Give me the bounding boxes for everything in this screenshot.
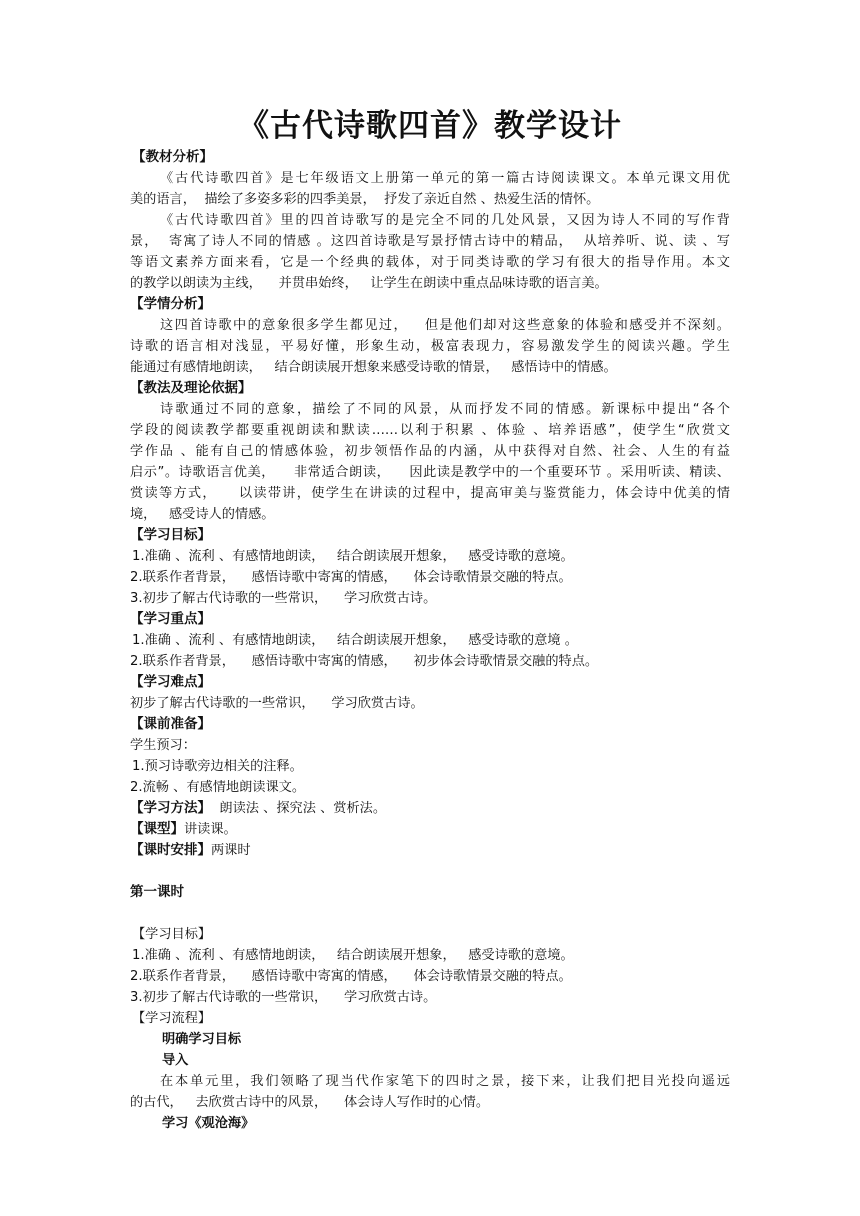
section-heading-schedule: 【课时安排】 [130, 842, 211, 858]
section-heading-preparation: 【课前准备】 [130, 716, 211, 732]
lesson-type-line [130, 819, 730, 840]
list-item: 1.准确 、流利 、有感情地朗读， 结合朗读展开想象， 感受诗歌的意境。 [132, 948, 574, 963]
paragraph-line: 《古代诗歌四首》里的四首诗歌写的是完全不同的几处风景，又因为诗人不同的写作背 [160, 213, 730, 228]
section-heading-learning-method: 【学习方法】 [130, 800, 211, 816]
list-item: 2.联系作者背景， 感悟诗歌中寄寓的情感， 初步体会诗歌情景交融的特点。 [130, 654, 599, 669]
list-item: 1.预习诗歌旁边相关的注释。 [132, 759, 303, 774]
section-heading-lesson-type: 【课型】 [130, 821, 184, 837]
step-heading: 导入 [162, 1053, 189, 1068]
paragraph-line: 启示”。诗歌语言优美， 非常适合朗读， 因此读是教学中的一个重要环节 。采用听读、精读、 [130, 465, 730, 480]
section-heading-learning-goals: 【学习目标】 [130, 527, 211, 543]
page-title: 《古代诗歌四首》教学设计 [238, 108, 622, 144]
paragraph-line: 等语文素养方面来看，它是一个经典的载体，对于同类诗歌的学习有很大的指导作用。本文 [130, 255, 730, 270]
list-item: 3.初步了解古代诗歌的一些常识， 学习欣赏古诗。 [130, 591, 437, 606]
paragraph-line: 在本单元里，我们领略了现当代作家笔下的四时之景，接下来，让我们把目光投向遥远 [160, 1074, 730, 1089]
paragraph-line: 这四首诗歌中的意象很多学生都见过， 但是他们却对这些意象的体验和感受并不深刻。 [160, 318, 730, 333]
paragraph-line: 诗歌通过不同的意象，描绘了不同的风景，从而抒发不同的情感。新课标中提出“各个 [160, 402, 730, 417]
paragraph-line: 美的语言， 描绘了多姿多彩的四季美景， 抒发了亲近自然 、热爱生活的情怀。 [130, 192, 600, 207]
lesson-goals-heading: 【学习目标】 [132, 927, 212, 942]
lesson-process-heading: 【学习流程】 [132, 1011, 212, 1026]
section-heading-student-analysis: 【学情分析】 [130, 296, 211, 312]
paragraph-line: 能通过有感情地朗读， 结合朗读展开想象来感受诗歌的情景， 感悟诗中的情感。 [130, 360, 617, 375]
list-item: 2.流畅 、有感情地朗读课文。 [130, 780, 306, 795]
paragraph-line: 《古代诗歌四首》是七年级语文上册第一单元的第一篇古诗阅读课文。本单元课文用优 [160, 171, 730, 186]
section-heading-textbook-analysis: 【教材分析】 [132, 149, 213, 165]
section-heading-teaching-method: 【教法及理论依据】 [130, 380, 252, 396]
section-heading-difficulties: 【学习难点】 [130, 674, 211, 690]
paragraph-line: 境， 感受诗人的情感。 [130, 507, 275, 522]
step-heading: 学习《观沧海》 [162, 1116, 255, 1131]
step-heading: 明确学习目标 [162, 1032, 242, 1047]
paragraph-line: 景， 寄寓了诗人不同的情感 。这四首诗歌是写景抒情古诗中的精品， 从培养听、说、读 、写 [130, 234, 730, 249]
lesson-one-heading: 第一课时 [130, 884, 184, 900]
paragraph-line: 的古代， 去欣赏古诗中的风景， 体会诗人写作时的心情。 [130, 1095, 490, 1110]
paragraph-line: 的教学以朗读为主线， 并贯串始终， 让学生在朗读中重点品味诗歌的语言美。 [130, 276, 608, 291]
paragraph-line: 赏读等方式， 以读带讲，使学生在讲读的过程中，提高审美与鉴赏能力，体会诗中优美的情 [130, 486, 730, 501]
list-item: 1.准确 、流利 、有感情地朗读， 结合朗读展开想象， 感受诗歌的意境。 [132, 549, 574, 564]
list-item: 1.准确 、流利 、有感情地朗读， 结合朗读展开想象， 感受诗歌的意境 。 [132, 633, 578, 648]
schedule-line [130, 840, 730, 861]
paragraph-line: 学生预习： [130, 738, 196, 753]
learning-method-text: 朗读法 、探究法 、赏析法。 [211, 801, 387, 816]
list-item: 2.联系作者背景， 感悟诗歌中寄寓的情感， 体会诗歌情景交融的特点。 [130, 570, 572, 585]
list-item: 2.联系作者背景， 感悟诗歌中寄寓的情感， 体会诗歌情景交融的特点。 [130, 969, 572, 984]
paragraph-line: 学段的阅读教学都要重视朗读和默读……以利于积累 、体验 、培养语感”，使学生“欣赏文 [130, 423, 730, 438]
paragraph-line: 学作品 、能有自己的情感体验，初步领悟作品的内涵，从中获得对自然、社会、人生的有益 [130, 444, 730, 459]
section-heading-key-points: 【学习重点】 [130, 611, 211, 627]
learning-method-line [130, 798, 730, 819]
lesson-type-text: 讲读课。 [184, 822, 237, 837]
paragraph-line: 初步了解古代诗歌的一些常识， 学习欣赏古诗。 [130, 696, 424, 711]
list-item: 3.初步了解古代诗歌的一些常识， 学习欣赏古诗。 [130, 990, 437, 1005]
schedule-text: 两课时 [211, 843, 251, 858]
paragraph-line: 诗歌的语言相对浅显，平易好懂，形象生动，极富表现力，容易激发学生的阅读兴趣。学生 [130, 339, 730, 354]
